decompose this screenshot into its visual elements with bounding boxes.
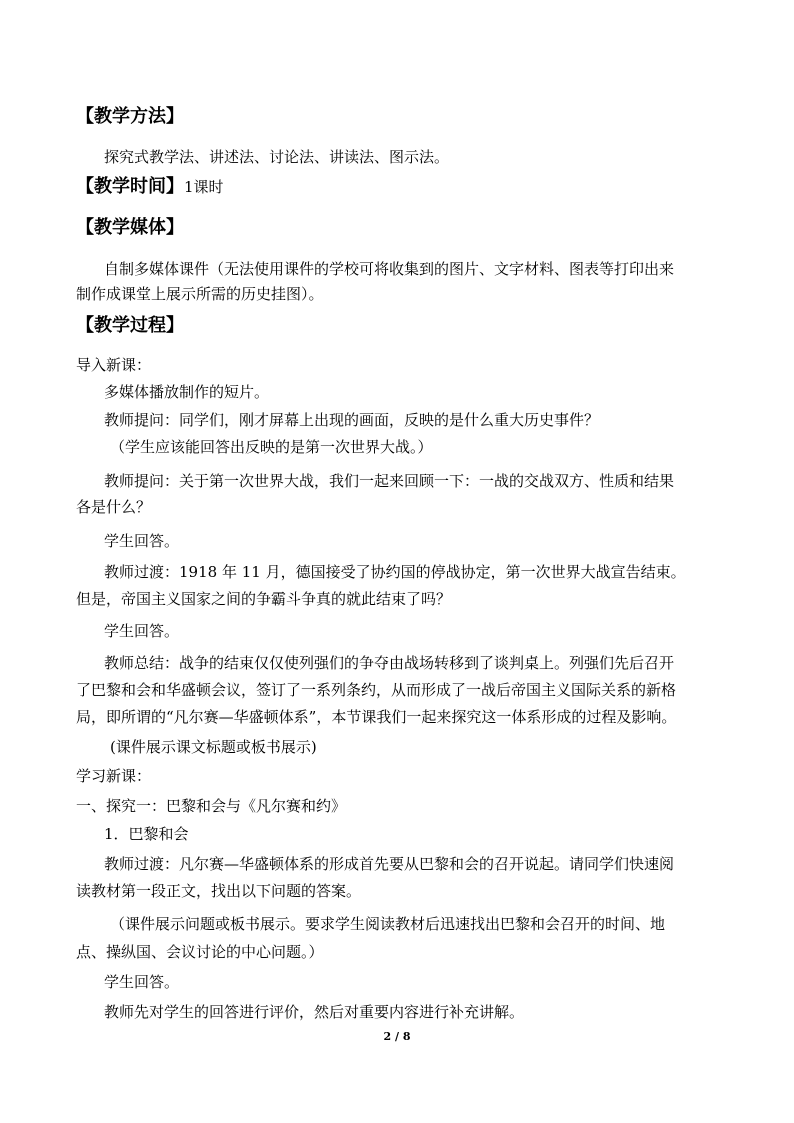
teaching-media-line-2: 制作成课堂上展示所需的历史挂图）。 [76, 285, 324, 303]
teaching-time-value: 1课时 [184, 178, 224, 196]
teaching-media-line-1: 自制多媒体课件（无法使用课件的学校可将收集到的图片、文字材料、图表等打印出来 [104, 260, 675, 278]
text-line: 1．巴黎和会 [104, 825, 189, 843]
text-line: 教师提问：同学们，刚才屏幕上出现的画面，反映的是什么重大历史事件？ [104, 411, 600, 429]
text-line: 了巴黎和会和华盛顿会议，签订了一系列条约，从而形成了一战后帝国主义国际关系的新格 [76, 681, 677, 699]
text-line: 多媒体播放制作的短片。 [104, 383, 270, 401]
teaching-method-text: 探究式教学法、讲述法、讨论法、讲读法、图示法。 [104, 148, 450, 166]
teaching-time-label: 【教学时间】 [76, 176, 184, 197]
text-line: 教师先对学生的回答进行评价，然后对重要内容进行补充讲解。 [104, 1003, 525, 1021]
heading-teaching-media: 【教学媒体】 [76, 217, 184, 238]
text-line: 学生回答。 [104, 973, 180, 991]
text-line: 读教材第一段正文，找出以下问题的答案。 [76, 882, 362, 900]
text-line: 学生回答。 [104, 532, 180, 550]
text-line: 教师过渡：1918 年 11 月，德国接受了协约国的停战协定，第一次世界大战宣告结束。 [104, 563, 686, 581]
text-line: 局，即所谓的“凡尔赛—华盛顿体系”，本节课我们一起来探究这一体系形成的过程及影响。 [76, 708, 677, 726]
text-line: 一、探究一：巴黎和会与《凡尔赛和约》 [76, 797, 347, 815]
page-number: 2 / 8 [383, 1030, 411, 1043]
text-line: 但是，帝国主义国家之间的争霸斗争真的就此结束了吗？ [76, 590, 452, 608]
text-line: （课件展示问题或板书展示。要求学生阅读教材后迅速找出巴黎和会召开的时间、地 [110, 915, 666, 933]
text-line: 教师过渡：凡尔赛—华盛顿体系的形成首先要从巴黎和会的召开说起。请同学们快速阅 [104, 855, 675, 873]
text-line: 教师总结：战争的结束仅仅使列强们的争夺由战场转移到了谈判桌上。列强们先后召开 [104, 654, 675, 672]
heading-teaching-time [76, 175, 224, 199]
text-line: 教师提问：关于第一次世界大战，我们一起来回顾一下：一战的交战双方、性质和结果 [104, 472, 675, 490]
text-line: 点、操纵国、会议讨论的中心问题。） [76, 943, 324, 961]
text-line: (课件展示课文标题或板书展示) [110, 738, 317, 756]
heading-teaching-process: 【教学过程】 [76, 315, 184, 336]
text-line: 各是什么？ [76, 498, 152, 516]
text-line: 导入新课： [76, 356, 152, 374]
heading-teaching-method: 【教学方法】 [76, 106, 184, 127]
text-line: （学生应该能回答出反映的是第一次世界大战。） [110, 438, 433, 456]
text-line: 学生回答。 [104, 622, 180, 640]
text-line: 学习新课： [76, 767, 152, 785]
